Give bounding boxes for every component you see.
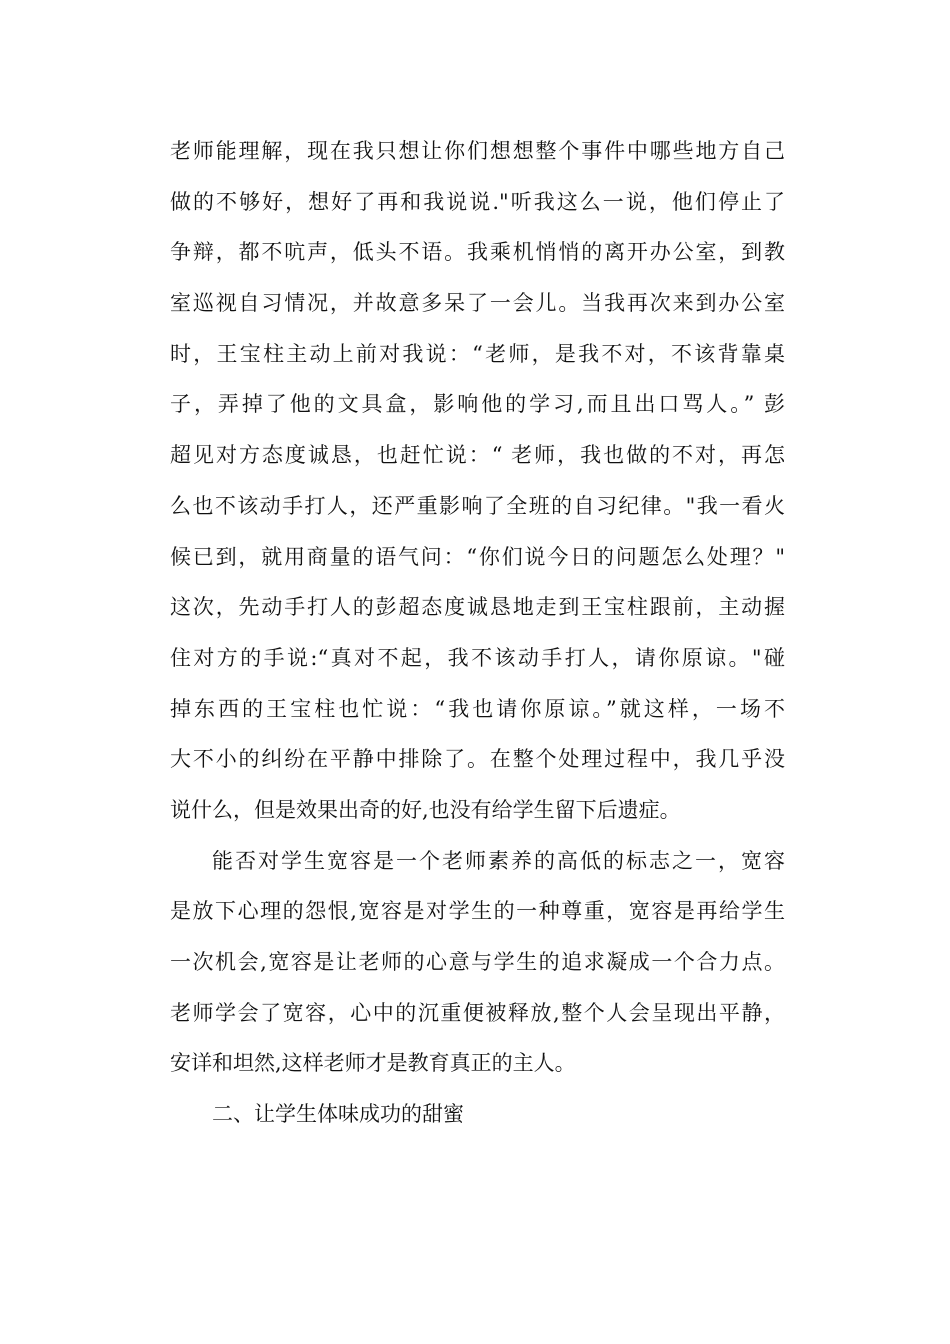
text-line: 时，王宝柱主动上前对我说：“老师，是我不对，不该背靠桌	[170, 341, 785, 366]
text-line: 是放下心理的怨恨,宽容是对学生的一种尊重，宽容是再给学生	[170, 899, 785, 924]
text-line: 做的不够好，想好了再和我说说."听我这么一说，他们停止了	[170, 189, 785, 214]
text-line: 争辩，都不吭声，低头不语。我乘机悄悄的离开办公室，到教	[170, 240, 785, 265]
text-line: 室巡视自习情况，并故意多呆了一会儿。当我再次来到办公室	[170, 291, 785, 316]
text-line: 掉东西的王宝柱也忙说：“我也请你原谅。”就这样，一场不	[170, 696, 785, 721]
text-line: 老师能理解，现在我只想让你们想想整个事件中哪些地方自己	[170, 139, 785, 163]
text-line: 住对方的手说:“真对不起，我不该动手打人，请你原谅。"碰	[170, 645, 785, 670]
text-line: 子，弄掉了他的文具盒，影响他的学习,而且出口骂人。” 彭	[170, 392, 785, 417]
section-heading: 二、让学生体味成功的甜蜜	[212, 1102, 464, 1127]
text-line: 能否对学生宽容是一个老师素养的高低的标志之一，宽容	[212, 848, 785, 873]
text-line: 这次，先动手打人的彭超态度诚恳地走到王宝柱跟前，主动握	[170, 595, 785, 620]
text-line: 超见对方态度诚恳，也赶忙说：“ 老师，我也做的不对，再怎	[170, 443, 785, 468]
text-line: 老师学会了宽容，心中的沉重便被释放,整个人会呈现出平静，	[170, 1000, 785, 1025]
text-line: 么也不该动手打人，还严重影响了全班的自习纪律。"我一看火	[170, 493, 785, 518]
document-body	[170, 126, 785, 1140]
text-line: 安详和坦然,这样老师才是教育真正的主人。	[170, 1051, 576, 1076]
text-line: 一次机会,宽容是让老师的心意与学生的追求凝成一个合力点。	[170, 950, 785, 974]
text-line: 大不小的纠纷在平静中排除了。在整个处理过程中，我几乎没	[170, 747, 785, 772]
text-line: 候已到，就用商量的语气问：“你们说今日的问题怎么处理？"	[170, 544, 785, 569]
text-line: 说什么，但是效果出奇的好,也没有给学生留下后遗症。	[170, 797, 681, 822]
